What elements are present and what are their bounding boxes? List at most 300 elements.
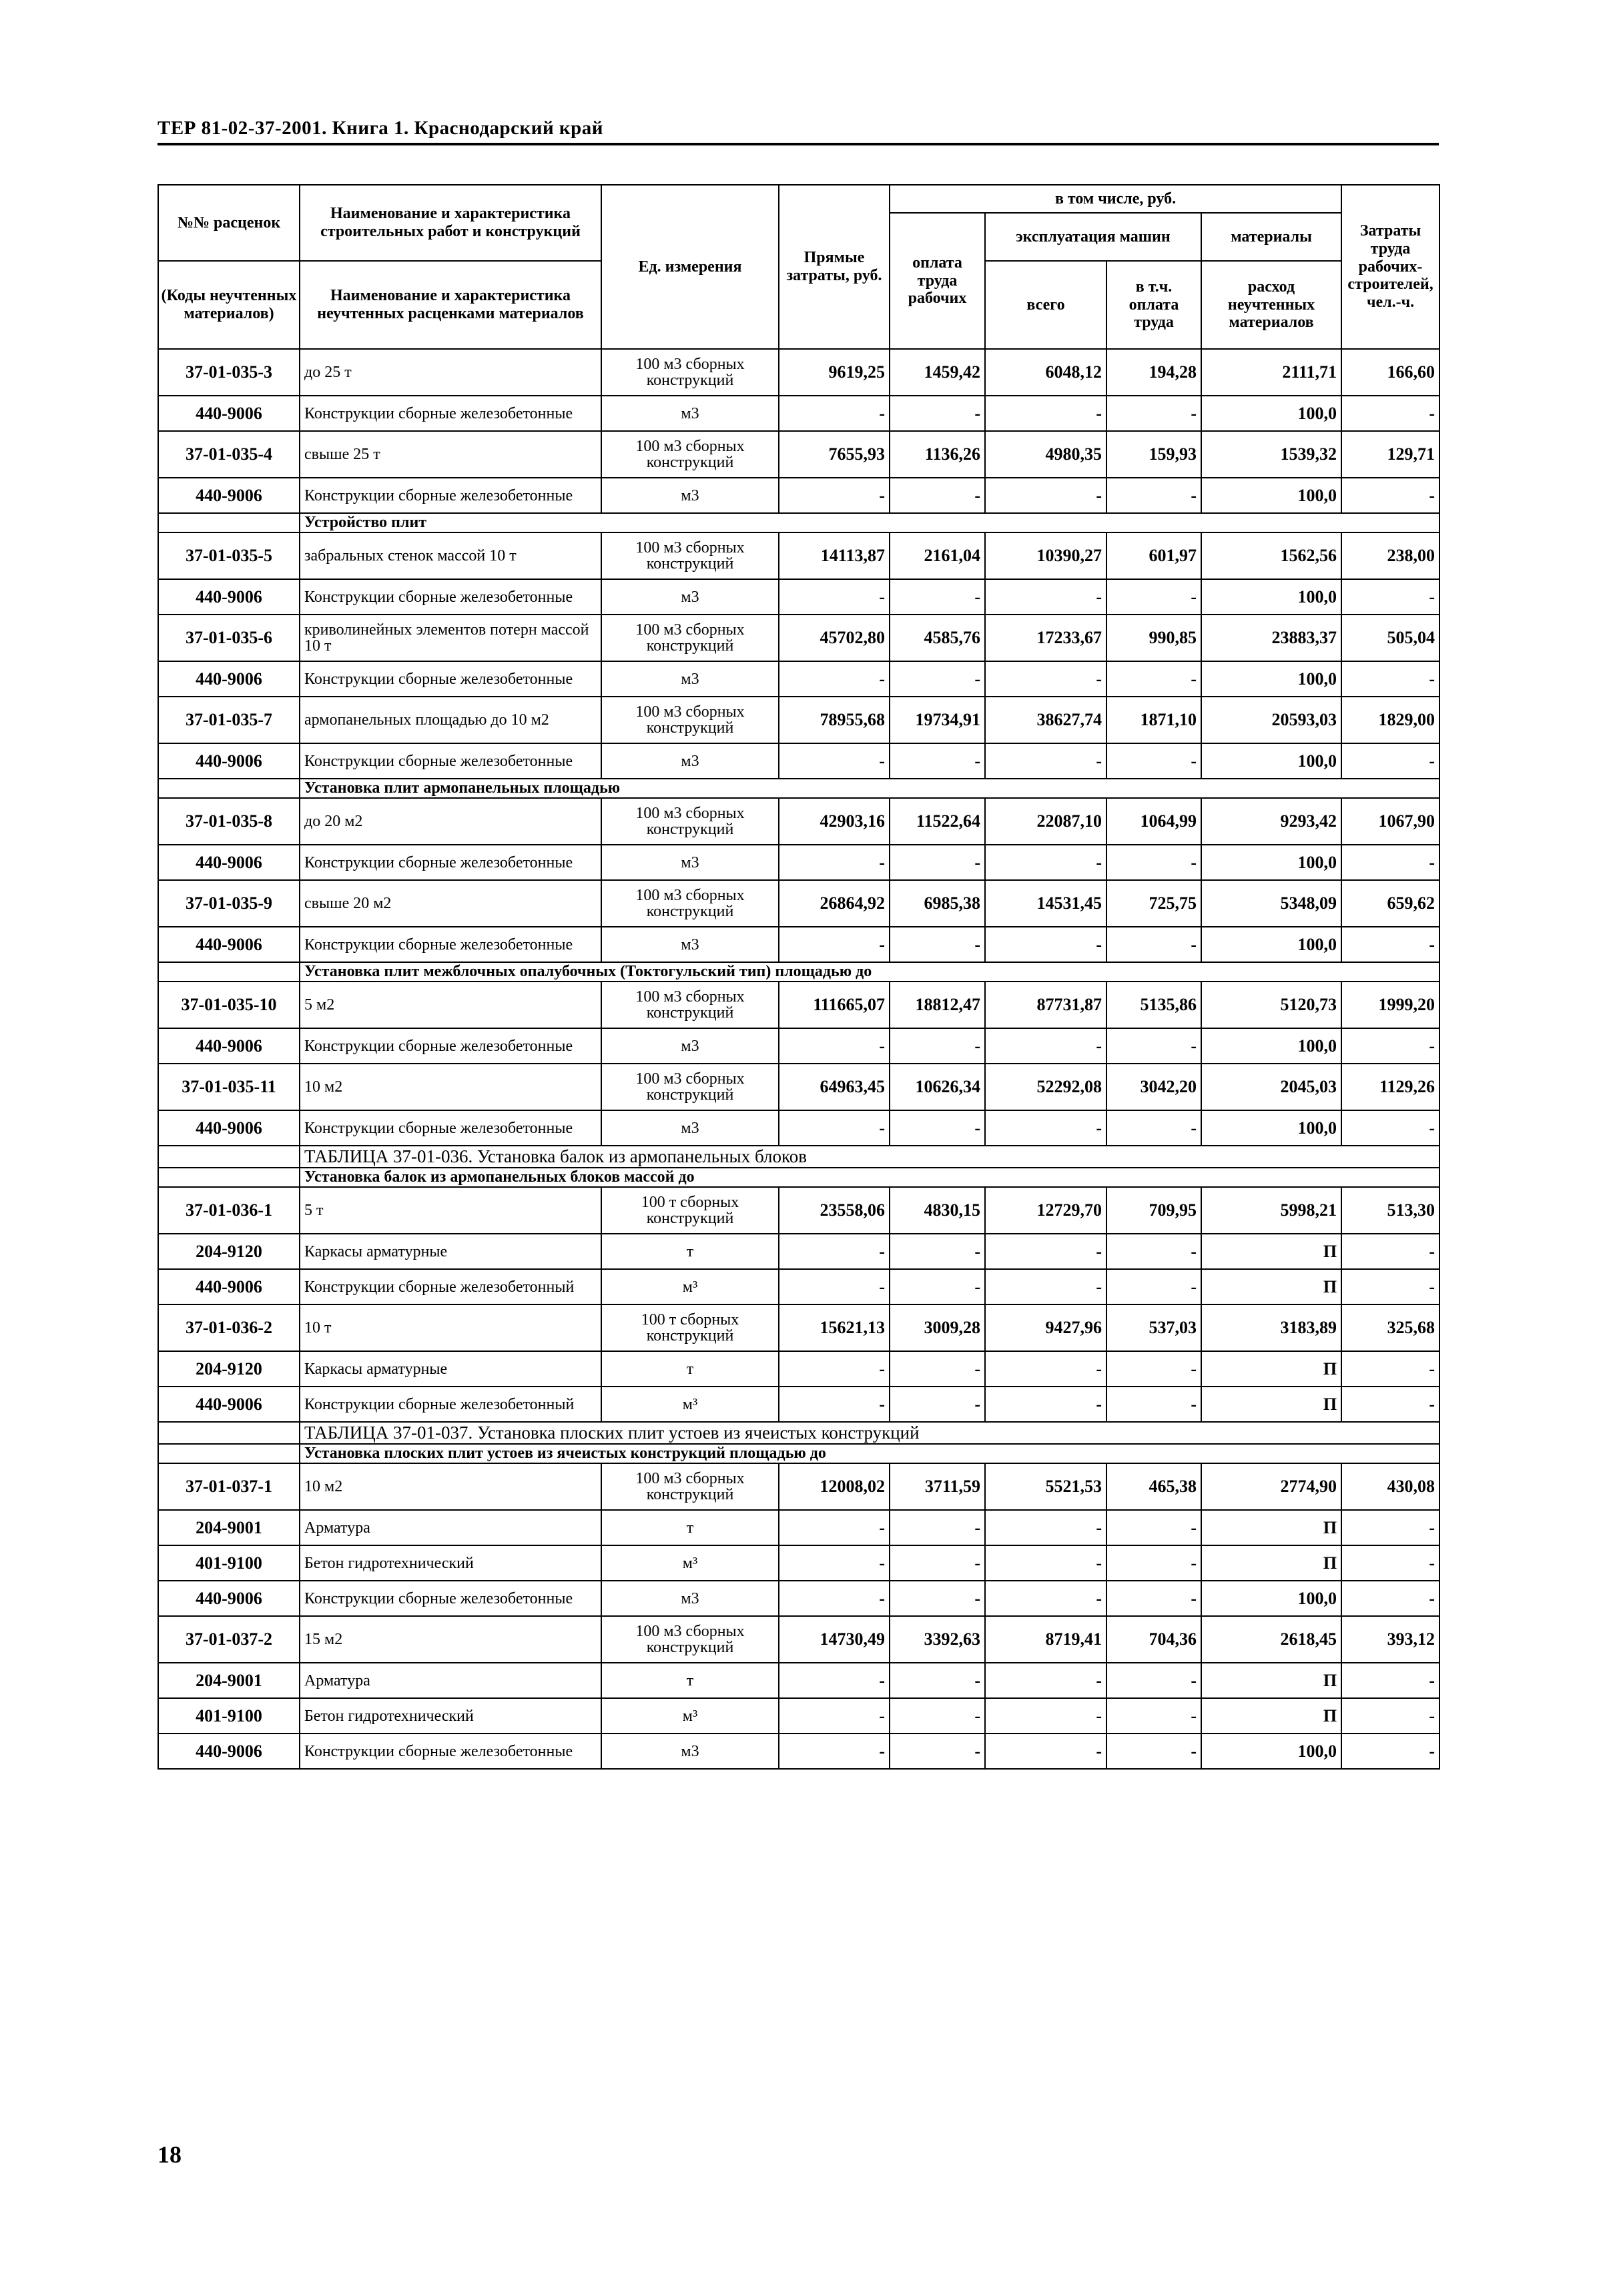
rate-row (158, 798, 1439, 845)
name-cell: 10 м2 (300, 1064, 601, 1110)
material-row (158, 579, 1439, 615)
unit-cell: 100 м3 сборных конструкций (601, 982, 779, 1028)
unit-cell: 100 м3 сборных конструкций (601, 1064, 779, 1110)
machines-cell: 9427,96 (985, 1304, 1106, 1351)
unit-cell: м3 (601, 1028, 779, 1064)
wages-cell: 3711,59 (890, 1463, 985, 1510)
rate-code-cell: 440-9006 (158, 845, 300, 880)
rate-code-cell: 37-01-035-4 (158, 431, 300, 478)
labor-cell: - (1341, 1234, 1439, 1269)
machines-cell: 12729,70 (985, 1187, 1106, 1234)
wages-cell: 19734,91 (890, 697, 985, 743)
wages-cell: 2161,04 (890, 532, 985, 579)
materials-cell: 3183,89 (1201, 1304, 1341, 1351)
rate-code-cell: 440-9006 (158, 1269, 300, 1304)
rate-code-cell: 440-9006 (158, 661, 300, 697)
materials-cell: П (1201, 1663, 1341, 1698)
unit-cell: 100 м3 сборных конструкций (601, 1463, 779, 1510)
unit-cell: м3 (601, 927, 779, 962)
name-cell: Арматура (300, 1510, 601, 1545)
unit-cell: 100 м3 сборных конструкций (601, 532, 779, 579)
machine-wages-cell: 537,03 (1106, 1304, 1201, 1351)
wages-cell: - (890, 1545, 985, 1581)
labor-cell: 325,68 (1341, 1304, 1439, 1351)
material-row (158, 1581, 1439, 1616)
name-cell: свыше 20 м2 (300, 880, 601, 927)
labor-cell: - (1341, 1698, 1439, 1734)
machine-wages-cell: 3042,20 (1106, 1064, 1201, 1110)
running-header: ТЕР 81-02-37-2001. Книга 1. Краснодарский край (157, 117, 603, 139)
section-subheading-row (158, 962, 1439, 982)
labor-cell: - (1341, 1581, 1439, 1616)
direct-cost-cell: - (779, 1110, 890, 1146)
rate-row (158, 1463, 1439, 1510)
machines-cell: 14531,45 (985, 880, 1106, 927)
rate-code-cell: 401-9100 (158, 1545, 300, 1581)
rate-code-cell: 440-9006 (158, 743, 300, 779)
wages-cell: 4830,15 (890, 1187, 985, 1234)
rate-code-cell: 37-01-035-6 (158, 615, 300, 661)
section-subheading-row (158, 779, 1439, 798)
machines-cell: - (985, 579, 1106, 615)
unit-cell: 100 м3 сборных конструкций (601, 798, 779, 845)
machine-wages-cell: 465,38 (1106, 1463, 1201, 1510)
unit-cell: м3 (601, 1110, 779, 1146)
rate-code-cell: 37-01-035-8 (158, 798, 300, 845)
machines-cell: 8719,41 (985, 1616, 1106, 1663)
direct-cost-cell: - (779, 1734, 890, 1769)
machines-cell: - (985, 845, 1106, 880)
labor-cell: - (1341, 1545, 1439, 1581)
materials-cell: 5120,73 (1201, 982, 1341, 1028)
wages-cell: - (890, 1510, 985, 1545)
wages-cell: 3009,28 (890, 1304, 985, 1351)
material-row (158, 661, 1439, 697)
wages-cell: - (890, 845, 985, 880)
rate-code-cell: 440-9006 (158, 1581, 300, 1616)
wages-cell: - (890, 661, 985, 697)
wages-cell: - (890, 1734, 985, 1769)
name-cell: свыше 25 т (300, 431, 601, 478)
material-row (158, 1028, 1439, 1064)
direct-cost-cell: 14730,49 (779, 1616, 890, 1663)
machines-cell: - (985, 927, 1106, 962)
machines-cell: - (985, 1234, 1106, 1269)
rate-code-cell: 440-9006 (158, 396, 300, 431)
machine-wages-cell: - (1106, 927, 1201, 962)
wages-cell: - (890, 1234, 985, 1269)
machines-cell: 87731,87 (985, 982, 1106, 1028)
rate-code-cell: 37-01-035-9 (158, 880, 300, 927)
wages-cell: 11522,64 (890, 798, 985, 845)
wages-cell: - (890, 1387, 985, 1422)
blank-cell (158, 513, 300, 532)
labor-cell: - (1341, 845, 1439, 880)
materials-cell: П (1201, 1545, 1341, 1581)
name-cell: Конструкции сборные железобетонные (300, 927, 601, 962)
rate-code-cell: 440-9006 (158, 1734, 300, 1769)
materials-cell: 9293,42 (1201, 798, 1341, 845)
name-cell: Конструкции сборные железобетонные (300, 478, 601, 513)
machines-cell: - (985, 1028, 1106, 1064)
materials-cell: 20593,03 (1201, 697, 1341, 743)
machines-cell: - (985, 1663, 1106, 1698)
rate-code-cell: 37-01-036-2 (158, 1304, 300, 1351)
name-cell: Конструкции сборные железобетонные (300, 1581, 601, 1616)
wages-cell: - (890, 1110, 985, 1146)
machine-wages-cell: 1064,99 (1106, 798, 1201, 845)
machines-cell: - (985, 1698, 1106, 1734)
machines-cell: - (985, 1110, 1106, 1146)
materials-cell: 100,0 (1201, 396, 1341, 431)
materials-cell: 100,0 (1201, 478, 1341, 513)
direct-cost-cell: - (779, 1698, 890, 1734)
labor-cell: - (1341, 1110, 1439, 1146)
name-cell: 15 м2 (300, 1616, 601, 1663)
materials-cell: 100,0 (1201, 1028, 1341, 1064)
machine-wages-cell: - (1106, 1663, 1201, 1698)
col-code-sub-header: (Коды неучтенных материалов) (158, 261, 300, 349)
rate-code-cell: 37-01-035-7 (158, 697, 300, 743)
unit-cell: м3 (601, 579, 779, 615)
unit-cell: м3 (601, 1581, 779, 1616)
labor-cell: 393,12 (1341, 1616, 1439, 1663)
name-cell: Конструкции сборные железобетонные (300, 845, 601, 880)
rate-code-cell: 37-01-035-3 (158, 349, 300, 396)
materials-cell: П (1201, 1269, 1341, 1304)
table-title: ТАБЛИЦА 37-01-037. Установка плоских плит устоев из ячеистых конструкций (300, 1422, 1439, 1444)
direct-cost-cell: - (779, 396, 890, 431)
direct-cost-cell: 7655,93 (779, 431, 890, 478)
direct-cost-cell: 42903,16 (779, 798, 890, 845)
machines-cell: - (985, 661, 1106, 697)
direct-cost-cell: 111665,07 (779, 982, 890, 1028)
labor-cell: - (1341, 579, 1439, 615)
machine-wages-cell: 5135,86 (1106, 982, 1201, 1028)
machine-wages-cell: - (1106, 1110, 1201, 1146)
machines-cell: 17233,67 (985, 615, 1106, 661)
machines-cell: - (985, 396, 1106, 431)
unit-cell: м3 (601, 661, 779, 697)
section-subheading-row (158, 513, 1439, 532)
machine-wages-cell: - (1106, 1351, 1201, 1387)
name-cell: до 20 м2 (300, 798, 601, 845)
name-cell: Бетон гидротехнический (300, 1545, 601, 1581)
machines-cell: - (985, 743, 1106, 779)
name-cell: 5 м2 (300, 982, 601, 1028)
name-cell: Конструкции сборные железобетонные (300, 661, 601, 697)
wages-cell: 18812,47 (890, 982, 985, 1028)
machine-wages-cell: 601,97 (1106, 532, 1201, 579)
materials-cell: П (1201, 1387, 1341, 1422)
rate-code-cell: 37-01-035-10 (158, 982, 300, 1028)
name-cell: Конструкции сборные железобетонные (300, 1734, 601, 1769)
unit-cell: 100 м3 сборных конструкций (601, 615, 779, 661)
materials-cell: 2045,03 (1201, 1064, 1341, 1110)
materials-cell: 100,0 (1201, 661, 1341, 697)
direct-cost-cell: - (779, 1545, 890, 1581)
materials-cell: 2111,71 (1201, 349, 1341, 396)
col-mach-total-header: всего (985, 261, 1106, 349)
machines-cell: - (985, 1545, 1106, 1581)
rate-row (158, 532, 1439, 579)
wages-cell: - (890, 1351, 985, 1387)
rate-row (158, 1064, 1439, 1110)
unit-cell: 100 м3 сборных конструкций (601, 1616, 779, 1663)
col-materials-header: материалы (1201, 213, 1341, 261)
direct-cost-cell: - (779, 1351, 890, 1387)
direct-cost-cell: - (779, 1663, 890, 1698)
name-cell: 5 т (300, 1187, 601, 1234)
wages-cell: - (890, 1663, 985, 1698)
rates-table-body (158, 349, 1439, 1769)
machine-wages-cell: - (1106, 396, 1201, 431)
labor-cell: - (1341, 396, 1439, 431)
labor-cell: - (1341, 743, 1439, 779)
machines-cell: 4980,35 (985, 431, 1106, 478)
labor-cell: 505,04 (1341, 615, 1439, 661)
rate-code-cell: 440-9006 (158, 1110, 300, 1146)
machines-cell: - (985, 1734, 1106, 1769)
header-rule (157, 143, 1439, 145)
direct-cost-cell: - (779, 845, 890, 880)
labor-cell: - (1341, 661, 1439, 697)
labor-cell: 1067,90 (1341, 798, 1439, 845)
col-machines-header: эксплуатация машин (985, 213, 1201, 261)
name-cell: Конструкции сборные железобетонный (300, 1387, 601, 1422)
materials-cell: 5348,09 (1201, 880, 1341, 927)
material-row (158, 1269, 1439, 1304)
name-cell: Конструкции сборные железобетонные (300, 1110, 601, 1146)
rate-code-cell: 440-9006 (158, 1387, 300, 1422)
col-name-header: Наименование и характеристика строительных работ и конструкций (300, 185, 601, 261)
unit-cell: м³ (601, 1269, 779, 1304)
section-subheading: Установка плит армопанельных площадью (300, 779, 1439, 798)
machines-cell: - (985, 1581, 1106, 1616)
labor-cell: 129,71 (1341, 431, 1439, 478)
labor-cell: - (1341, 1734, 1439, 1769)
unit-cell: 100 м3 сборных конструкций (601, 697, 779, 743)
material-row (158, 1351, 1439, 1387)
direct-cost-cell: 26864,92 (779, 880, 890, 927)
wages-cell: 10626,34 (890, 1064, 985, 1110)
unit-cell: м³ (601, 1545, 779, 1581)
machine-wages-cell: 159,93 (1106, 431, 1201, 478)
rate-code-cell: 204-9120 (158, 1234, 300, 1269)
material-row (158, 396, 1439, 431)
machine-wages-cell: - (1106, 1028, 1201, 1064)
labor-cell: 659,62 (1341, 880, 1439, 927)
machine-wages-cell: - (1106, 1698, 1201, 1734)
machine-wages-cell: - (1106, 1510, 1201, 1545)
name-cell: до 25 т (300, 349, 601, 396)
material-row (158, 478, 1439, 513)
rate-code-cell: 204-9001 (158, 1510, 300, 1545)
machine-wages-cell: - (1106, 1734, 1201, 1769)
col-labor-header: Затраты труда рабочих-строителей, чел.-ч. (1341, 185, 1439, 349)
blank-cell (158, 1168, 300, 1187)
col-name-sub-header: Наименование и характеристика неучтенных расценками материалов (300, 261, 601, 349)
materials-cell: П (1201, 1234, 1341, 1269)
direct-cost-cell: - (779, 927, 890, 962)
wages-cell: - (890, 478, 985, 513)
labor-cell: 1999,20 (1341, 982, 1439, 1028)
direct-cost-cell: 23558,06 (779, 1187, 890, 1234)
machine-wages-cell: - (1106, 661, 1201, 697)
machine-wages-cell: 725,75 (1106, 880, 1201, 927)
machines-cell: 22087,10 (985, 798, 1106, 845)
material-row (158, 1545, 1439, 1581)
rate-row (158, 349, 1439, 396)
materials-cell: 5998,21 (1201, 1187, 1341, 1234)
rate-row (158, 697, 1439, 743)
wages-cell: - (890, 1698, 985, 1734)
name-cell: Каркасы арматурные (300, 1351, 601, 1387)
material-row (158, 1510, 1439, 1545)
direct-cost-cell: 14113,87 (779, 532, 890, 579)
direct-cost-cell: 9619,25 (779, 349, 890, 396)
labor-cell: - (1341, 1510, 1439, 1545)
unit-cell: м3 (601, 743, 779, 779)
section-subheading: Установка балок из армопанельных блоков массой до (300, 1168, 1439, 1187)
machines-cell: 10390,27 (985, 532, 1106, 579)
machine-wages-cell: 704,36 (1106, 1616, 1201, 1663)
direct-cost-cell: - (779, 1028, 890, 1064)
material-row (158, 1698, 1439, 1734)
rate-code-cell: 204-9120 (158, 1351, 300, 1387)
wages-cell: - (890, 579, 985, 615)
unit-cell: 100 т сборных конструкций (601, 1187, 779, 1234)
table-title-row (158, 1146, 1439, 1168)
rate-code-cell: 37-01-035-5 (158, 532, 300, 579)
name-cell: Каркасы арматурные (300, 1234, 601, 1269)
machines-cell: 38627,74 (985, 697, 1106, 743)
col-mat-sub-header: расход неучтенных материалов (1201, 261, 1341, 349)
rate-code-cell: 440-9006 (158, 579, 300, 615)
direct-cost-cell: 45702,80 (779, 615, 890, 661)
blank-cell (158, 962, 300, 982)
rate-code-cell: 440-9006 (158, 478, 300, 513)
unit-cell: 100 м3 сборных конструкций (601, 431, 779, 478)
machine-wages-cell: - (1106, 743, 1201, 779)
direct-cost-cell: 64963,45 (779, 1064, 890, 1110)
blank-cell (158, 1146, 300, 1168)
material-row (158, 1387, 1439, 1422)
name-cell: 10 м2 (300, 1463, 601, 1510)
machine-wages-cell: - (1106, 1387, 1201, 1422)
machine-wages-cell: - (1106, 1234, 1201, 1269)
unit-cell: м³ (601, 1387, 779, 1422)
rate-code-cell: 37-01-037-2 (158, 1616, 300, 1663)
materials-cell: 100,0 (1201, 1734, 1341, 1769)
machine-wages-cell: - (1106, 1545, 1201, 1581)
wages-cell: - (890, 396, 985, 431)
table-title-row (158, 1422, 1439, 1444)
unit-cell: 100 т сборных конструкций (601, 1304, 779, 1351)
wages-cell: 6985,38 (890, 880, 985, 927)
materials-cell: 100,0 (1201, 845, 1341, 880)
name-cell: Бетон гидротехнический (300, 1698, 601, 1734)
wages-cell: 3392,63 (890, 1616, 985, 1663)
rate-row (158, 1187, 1439, 1234)
material-row (158, 743, 1439, 779)
rate-code-cell: 401-9100 (158, 1698, 300, 1734)
materials-cell: 1562,56 (1201, 532, 1341, 579)
wages-cell: 1459,42 (890, 349, 985, 396)
unit-cell: т (601, 1351, 779, 1387)
materials-cell: 23883,37 (1201, 615, 1341, 661)
labor-cell: 430,08 (1341, 1463, 1439, 1510)
material-row (158, 1234, 1439, 1269)
materials-cell: П (1201, 1510, 1341, 1545)
page-number: 18 (157, 2141, 182, 2168)
rate-code-cell: 37-01-036-1 (158, 1187, 300, 1234)
rate-row (158, 1616, 1439, 1663)
blank-cell (158, 779, 300, 798)
unit-cell: м3 (601, 396, 779, 431)
unit-cell: м3 (601, 845, 779, 880)
labor-cell: 513,30 (1341, 1187, 1439, 1234)
direct-cost-cell: - (779, 1269, 890, 1304)
unit-cell: 100 м3 сборных конструкций (601, 880, 779, 927)
unit-cell: м³ (601, 1698, 779, 1734)
name-cell: армопанельных площадью до 10 м2 (300, 697, 601, 743)
machine-wages-cell: - (1106, 1581, 1201, 1616)
machine-wages-cell: 990,85 (1106, 615, 1201, 661)
name-cell: Конструкции сборные железобетонные (300, 743, 601, 779)
labor-cell: 1829,00 (1341, 697, 1439, 743)
rate-row (158, 1304, 1439, 1351)
material-row (158, 1663, 1439, 1698)
materials-cell: 100,0 (1201, 1110, 1341, 1146)
blank-cell (158, 1422, 300, 1444)
name-cell: Конструкции сборные железобетонный (300, 1269, 601, 1304)
direct-cost-cell: - (779, 743, 890, 779)
labor-cell: - (1341, 1028, 1439, 1064)
labor-cell: - (1341, 1387, 1439, 1422)
name-cell: забральных стенок массой 10 т (300, 532, 601, 579)
labor-cell: 1129,26 (1341, 1064, 1439, 1110)
rate-code-cell: 37-01-037-1 (158, 1463, 300, 1510)
direct-cost-cell: 78955,68 (779, 697, 890, 743)
rate-code-cell: 440-9006 (158, 1028, 300, 1064)
labor-cell: - (1341, 478, 1439, 513)
machines-cell: - (985, 1387, 1106, 1422)
materials-cell: 1539,32 (1201, 431, 1341, 478)
machines-cell: 5521,53 (985, 1463, 1106, 1510)
name-cell: Конструкции сборные железобетонные (300, 579, 601, 615)
machine-wages-cell: - (1106, 1269, 1201, 1304)
material-row (158, 927, 1439, 962)
direct-cost-cell: - (779, 1581, 890, 1616)
col-incl-header: в том числе, руб. (890, 185, 1341, 213)
materials-cell: П (1201, 1351, 1341, 1387)
machine-wages-cell: - (1106, 579, 1201, 615)
wages-cell: - (890, 743, 985, 779)
name-cell: Конструкции сборные железобетонные (300, 1028, 601, 1064)
section-subheading: Установка плоских плит устоев из ячеистых конструкций площадью до (300, 1444, 1439, 1463)
unit-cell: м3 (601, 1734, 779, 1769)
unit-cell: т (601, 1663, 779, 1698)
rate-row (158, 615, 1439, 661)
machines-cell: - (985, 1510, 1106, 1545)
section-subheading: Установка плит межблочных опалубочных (Токтогульский тип) площадью до (300, 962, 1439, 982)
name-cell: Арматура (300, 1663, 601, 1698)
materials-cell: 2618,45 (1201, 1616, 1341, 1663)
machines-cell: 52292,08 (985, 1064, 1106, 1110)
materials-cell: 100,0 (1201, 927, 1341, 962)
labor-cell: 166,60 (1341, 349, 1439, 396)
